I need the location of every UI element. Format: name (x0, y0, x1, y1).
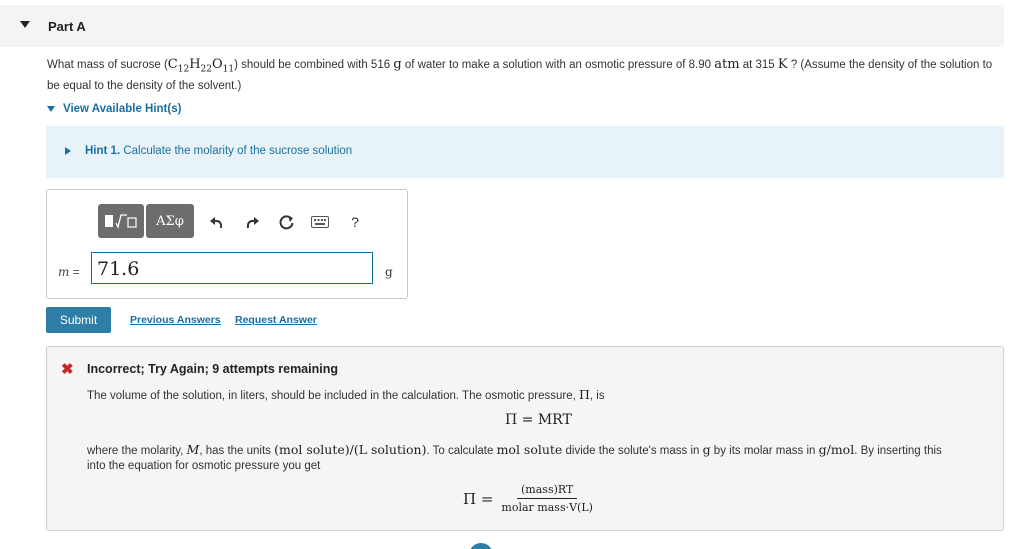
redo-icon[interactable] (243, 213, 261, 231)
submit-button[interactable]: Submit (46, 307, 111, 333)
mass-fraction-equation (463, 483, 593, 514)
reset-icon[interactable] (278, 213, 296, 231)
expand-triangle-icon (65, 147, 71, 155)
feedback-line-1: The volume of the solution, in liters, should be included in the calculation. The osmotic pressure, Π, is (87, 387, 605, 402)
answer-panel (46, 189, 408, 299)
equation-denominator: molar mass·V(L) (501, 501, 593, 514)
unit-k: K (777, 57, 788, 72)
equation-numerator: (mass)RT (517, 483, 577, 499)
hint-text: Calculate the molarity of the sucrose solution (123, 145, 353, 157)
templates-button[interactable] (98, 204, 144, 238)
feedback-line-2: where the molarity, M, has the units (mol solute)/(L solution). To calculate mol solute divide the solute's mass in g by its molar mass in g/mol. By inserting this (87, 442, 942, 457)
feedback-line-3: into the equation for osmotic pressure you get (87, 460, 321, 472)
question-part: of water to make a solution with an osmotic pressure of 8.90 (401, 59, 715, 71)
unit-atm: atm (714, 57, 740, 72)
previous-answers-link[interactable]: Previous Answers (130, 314, 221, 326)
feedback-title: Incorrect; Try Again; 9 attempts remaining (87, 362, 338, 376)
chevron-down-icon (47, 106, 55, 112)
view-hints-toggle[interactable] (47, 103, 181, 115)
answer-variable-label: m = (58, 265, 80, 279)
hint-item-1[interactable] (65, 145, 352, 157)
part-title: Part A (48, 19, 86, 34)
part-header[interactable] (0, 5, 1004, 47)
unit-g: g (393, 57, 402, 72)
sucrose-formula: $C_{12}H_{22}O_{11}$ (167, 57, 235, 75)
answer-unit: g (385, 265, 393, 279)
keyboard-icon[interactable] (310, 213, 330, 231)
symbols-button[interactable]: ΑΣφ (146, 204, 194, 238)
question-part: ) should be combined with 516 (234, 59, 394, 71)
scroll-indicator[interactable] (469, 543, 493, 549)
question-part: ? (Assume the density of the solution to be equal to the density of the solvent.) (47, 59, 993, 92)
feedback-panel (46, 346, 1004, 531)
view-hints-label: View Available Hint(s) (63, 103, 182, 115)
help-button[interactable]: ? (351, 214, 359, 230)
equation-lhs: Π = (463, 489, 494, 508)
request-answer-link[interactable]: Request Answer (235, 314, 317, 326)
templates-icon (103, 211, 139, 231)
undo-icon[interactable] (208, 213, 226, 231)
osmotic-pressure-equation: Π = MRT (505, 412, 572, 428)
hint-number: Hint 1. (85, 145, 121, 157)
collapse-triangle-icon[interactable] (20, 21, 30, 28)
question-part: at 315 (739, 59, 778, 71)
answer-input[interactable]: 71.6 (91, 252, 373, 284)
question-part: What mass of sucrose ( (47, 59, 168, 71)
hint-panel (46, 126, 1004, 178)
question-text (47, 57, 997, 94)
x-icon: ✖ (61, 361, 74, 378)
